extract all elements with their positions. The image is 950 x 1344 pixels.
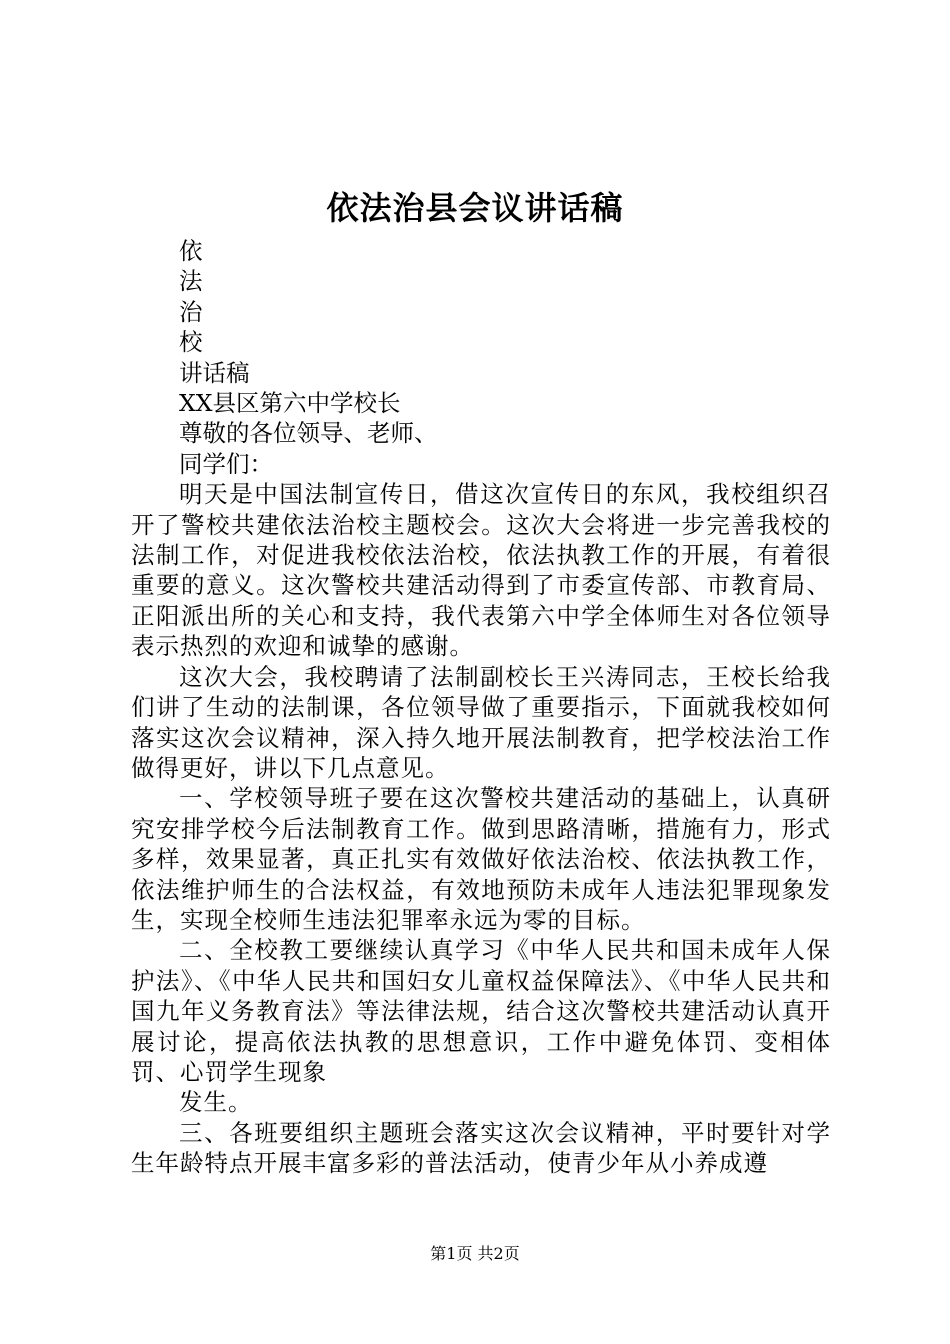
paragraph: 发生。 [179, 1088, 253, 1117]
paragraph: 明天是中国法制宣传日，借这次宣传日的东风，我校组织召开了警校共建依法治校主题校会。这次大会将进一步完善我校的法制工作，对促进我校依法治校，依法执教工作的开展，有着很重要的意义。这次警校共建活动得到了市委宣传部、市教育局、正阳派出所的关心和支持，我代表第六中学全体师生对各位领导表示热烈的欢迎和诚挚的感谢。 [131, 480, 831, 661]
paragraph: 这次大会，我校聘请了法制副校长王兴涛同志，王校长给我们讲了生动的法制课，各位领导做了重要指示，下面就我校如何落实这次会议精神，深入持久地开展法制教育，把学校法治工作做得更好，讲以下几点意见。 [131, 662, 831, 782]
salutation-line: 同学们： [179, 449, 273, 478]
header-line: 依 [179, 237, 203, 265]
author-line: XX县区第六中学校长 [179, 389, 401, 418]
paragraph: 三、各班要组织主题班会落实这次会议精神，平时要针对学生年龄特点开展丰富多彩的普法活动，使青少年从小养成遵 [131, 1118, 831, 1178]
header-line: 校 [179, 328, 203, 357]
header-line: 讲话稿 [179, 358, 250, 387]
document-body [131, 236, 831, 1179]
salutation-line: 尊敬的各位领导、老师、 [179, 419, 438, 448]
page-footer: 第1页 共2页 [430, 1244, 520, 1263]
header-line: 法 [179, 267, 203, 296]
header-line: 治 [179, 297, 203, 326]
paragraph: 二、全校教工要继续认真学习《中华人民共和国未成年人保护法》、《中华人民共和国妇女儿童权益保障法》、《中华人民共和国九年义务教育法》等法律法规，结合这次警校共建活动认真开展讨论，提高依法执教的思想意识，工作中避免体罚、变相体罚、心罚学生现象 [131, 936, 831, 1086]
paragraph: 一、学校领导班子要在这次警校共建活动的基础上，认真研究安排学校今后法制教育工作。做到思路清晰，措施有力，形式多样，效果显著，真正扎实有效做好依法治校、依法执教工作，依法维护师生的合法权益，有效地预防未成年人违法犯罪现象发生，实现全校师生违法犯罪率永远为零的目标。 [131, 784, 831, 934]
document-title: 依法治县会议讲话稿 [326, 189, 624, 227]
